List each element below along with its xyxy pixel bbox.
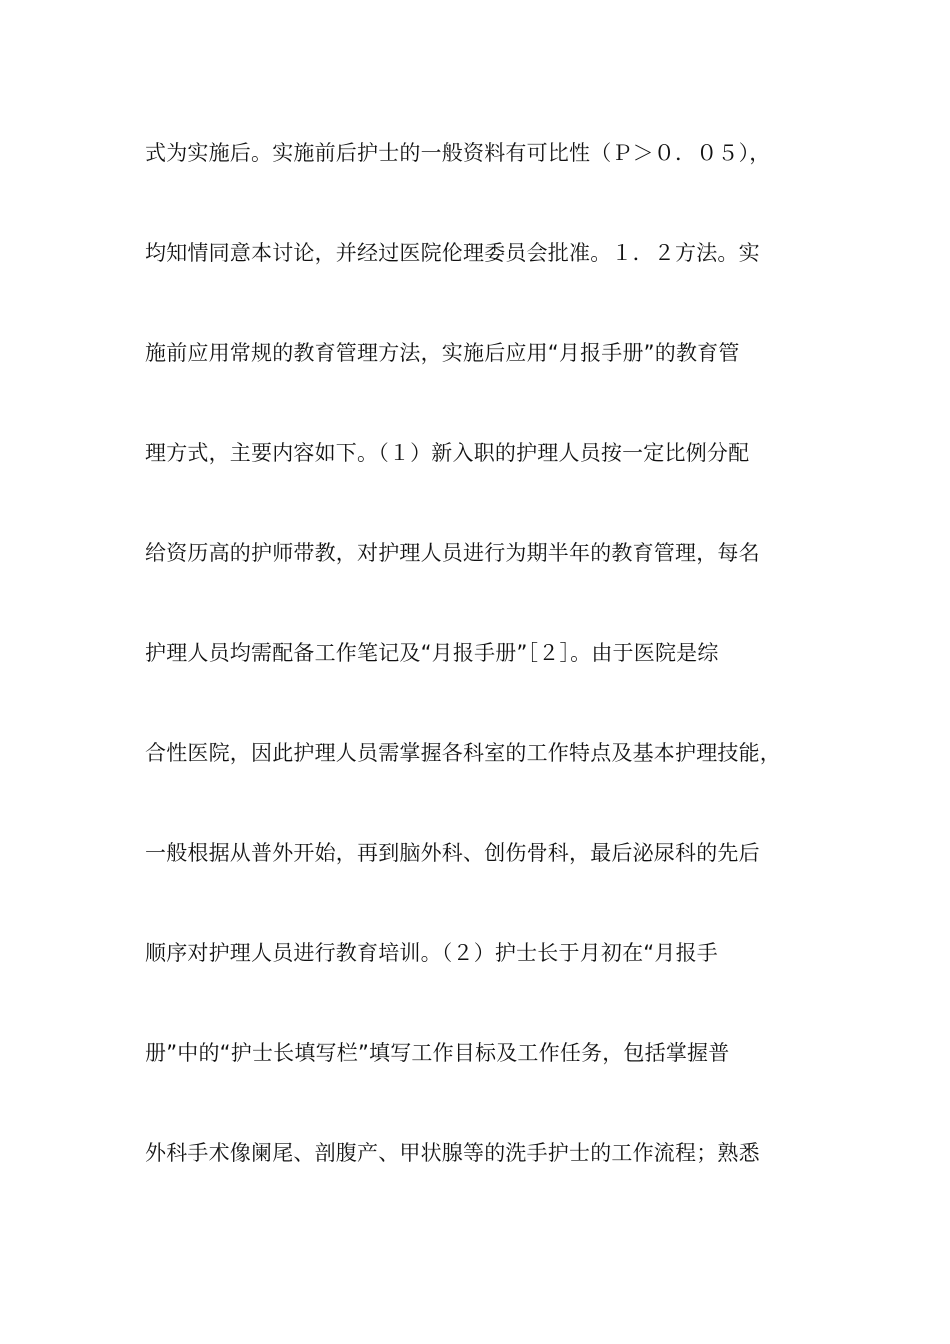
text-line: 顺序对护理人员进行教育培训。（２）护士长于月初在“月报手	[145, 941, 718, 965]
text-line: 均知情同意本讨论，并经过医院伦理委员会批准。１．２方法。实	[145, 241, 760, 265]
text-line: 施前应用常规的教育管理方法，实施后应用“月报手册”的教育管	[145, 341, 740, 365]
text-line: 护理人员均需配备工作笔记及“月报手册”［２］。由于医院是综	[145, 641, 719, 665]
text-line: 外科手术像阑尾、剖腹产、甲状腺等的洗手护士的工作流程；熟悉	[145, 1141, 760, 1165]
text-line: 给资历高的护师带教，对护理人员进行为期半年的教育管理，每名	[145, 541, 760, 565]
body-text	[145, 132, 825, 1232]
text-line: 一般根据从普外开始，再到脑外科、创伤骨科，最后泌尿科的先后	[145, 841, 760, 865]
text-line: 册”中的“护士长填写栏”填写工作目标及工作任务，包括掌握普	[145, 1041, 730, 1065]
text-line: 合性医院，因此护理人员需掌握各科室的工作特点及基本护理技能，	[145, 741, 781, 765]
text-line: 理方式，主要内容如下。（１）新入职的护理人员按一定比例分配	[145, 441, 750, 465]
text-line: 式为实施后。实施前后护士的一般资料有可比性（Ｐ＞０．０５），	[145, 141, 771, 165]
